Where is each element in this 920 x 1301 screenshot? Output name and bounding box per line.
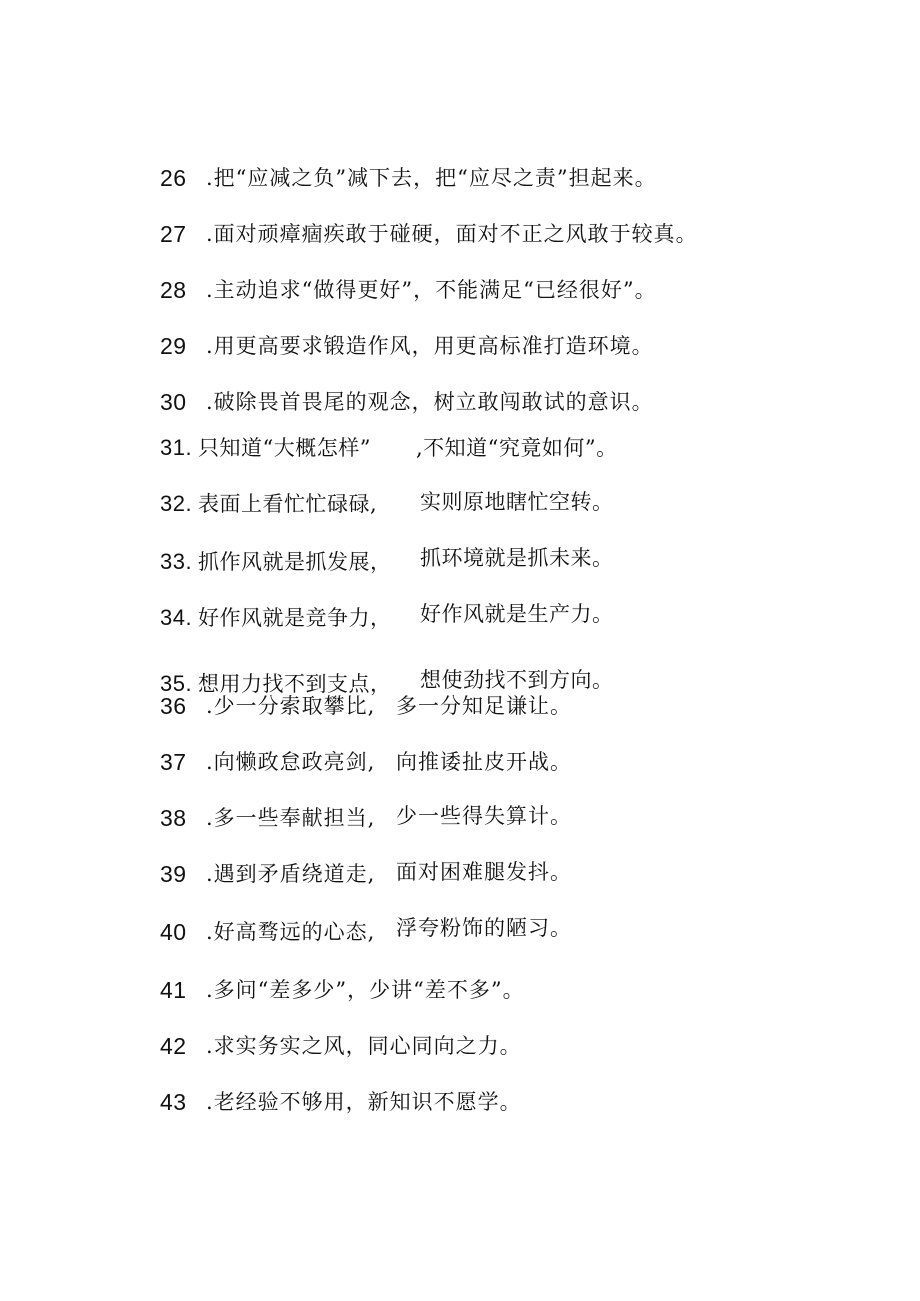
item-text-second: 实则原地瞎忙空转。: [420, 490, 614, 514]
item-text-first: 想用力找不到支点，: [198, 672, 392, 696]
item-number: 39: [160, 861, 187, 887]
item-number: 42: [160, 1033, 187, 1059]
item-number: 29: [160, 333, 187, 359]
list-item: [0, 798, 920, 838]
item-text: .面对顽瘴痼疾敢于碰硬，面对不正之风敢于较真。: [206, 222, 698, 246]
list-item: [0, 428, 920, 468]
list-item: [0, 1082, 920, 1122]
item-number: 34.: [160, 605, 193, 630]
item-text: .主动追求“做得更好”，不能满足“已经很好”。: [206, 278, 657, 302]
item-text: .把“应减之负”减下去，把“应尽之责”担起来。: [206, 166, 657, 190]
item-text-second: ,不知道“究竟如何”。: [416, 436, 618, 460]
item-text: .多问“差多少”，少讲“差不多”。: [206, 978, 525, 1002]
list-item: [0, 912, 920, 952]
list-item: [0, 270, 920, 310]
item-text-second: 浮夸粉饰的陋习。: [396, 916, 572, 940]
item-number: 30: [160, 389, 187, 415]
item-text-second: 好作风就是生产力。: [420, 602, 614, 626]
item-text-second: 想使劲找不到方向。: [420, 668, 614, 692]
list-item: [0, 484, 920, 524]
list-item: [0, 542, 920, 582]
list-item: [0, 326, 920, 366]
item-number: 38: [160, 805, 187, 831]
item-text-second: 面对困难腿发抖。: [396, 860, 572, 884]
item-number: 33.: [160, 549, 193, 574]
item-text-first: 只知道“大概怎样”: [198, 436, 371, 460]
list-item: [0, 970, 920, 1010]
item-number: 37: [160, 749, 187, 775]
item-text-first: 抓作风就是抓发展，: [198, 550, 392, 574]
item-number: 36: [160, 693, 187, 719]
item-number: 31.: [160, 435, 193, 460]
list-item: [0, 598, 920, 638]
item-text-first: 好作风就是竞争力，: [198, 606, 392, 630]
item-text-second: 多一分知足谦让。: [396, 694, 572, 718]
item-text: .老经验不够用，新知识不愿学。: [206, 1090, 522, 1114]
item-text-first: .遇到矛盾绕道走,: [206, 862, 376, 886]
item-text: .用更高要求锻造作风，用更高标准打造环境。: [206, 334, 654, 358]
list-item: [0, 742, 920, 782]
item-number: 40: [160, 919, 187, 945]
item-text-second: 抓环境就是抓未来。: [420, 546, 614, 570]
item-text: .求实务实之风，同心同向之力。: [206, 1034, 522, 1058]
item-text-first: .向懒政怠政亮剑,: [206, 750, 376, 774]
list-item: [0, 1026, 920, 1066]
item-text-first: .少一分索取攀比,: [206, 694, 376, 718]
list-item: [0, 686, 920, 726]
item-text: .破除畏首畏尾的观念，树立敢闯敢试的意识。: [206, 390, 654, 414]
item-number: 41: [160, 977, 187, 1003]
list-item: [0, 214, 920, 254]
item-number: 26: [160, 165, 187, 191]
item-text-second: 向推诿扯皮开战。: [396, 750, 572, 774]
list-item: [0, 382, 920, 422]
item-number: 43: [160, 1089, 187, 1115]
clipped-line: [0, 660, 920, 696]
item-text-first: .好高骛远的心态,: [206, 920, 376, 944]
item-number: 32.: [160, 491, 193, 516]
item-number: 27: [160, 221, 187, 247]
item-text-second: 少一些得失算计。: [396, 804, 572, 828]
item-number: 28: [160, 277, 187, 303]
item-text-first: 表面上看忙忙碌碌,: [198, 492, 378, 516]
list-item: [0, 854, 920, 894]
list-item: [0, 158, 920, 198]
item-text-first: .多一些奉献担当,: [206, 806, 376, 830]
item-number: 35.: [160, 671, 193, 696]
